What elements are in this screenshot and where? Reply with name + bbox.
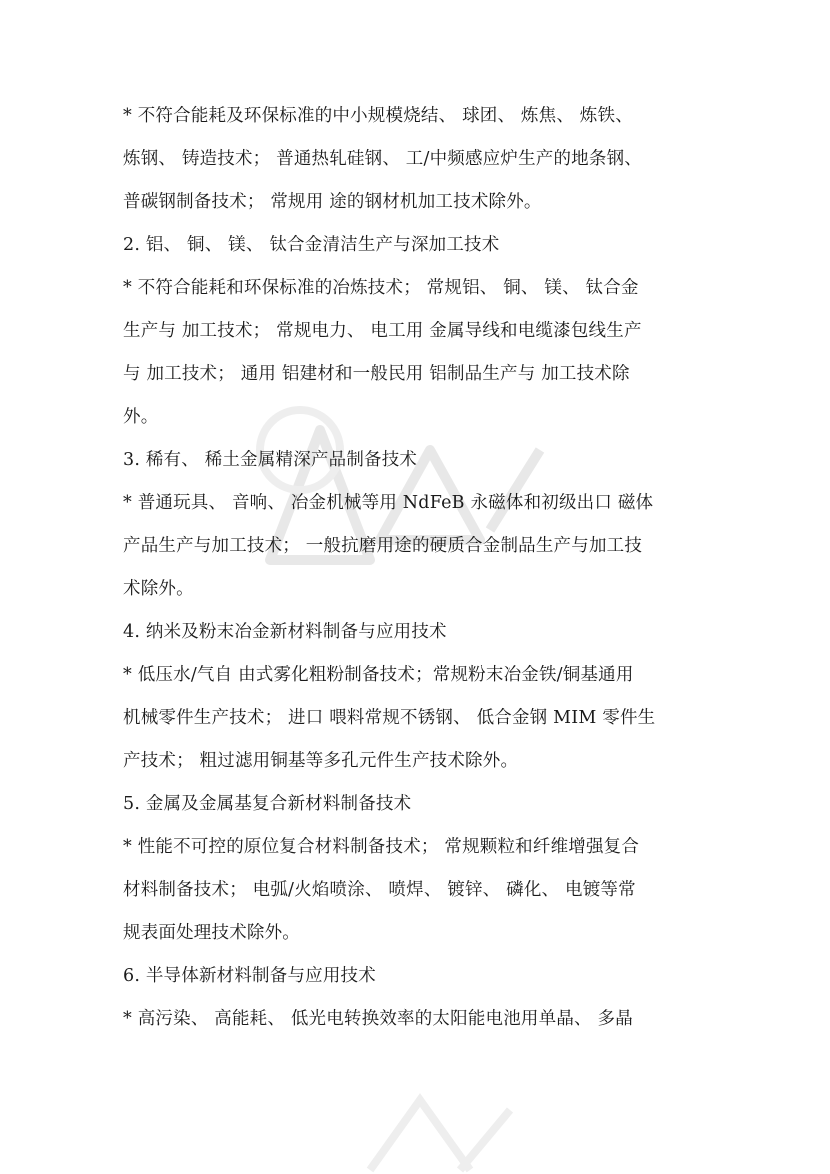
text-line: 与 加工技术； 通用 铝建材和一般民用 铝制品生产与 加工技术除 <box>123 364 630 384</box>
text-line: * 高污染、 高能耗、 低光电转换效率的太阳能电池用单晶、 多晶 <box>123 1009 633 1029</box>
text-line: 生产与 加工技术； 常规电力、 电工用 金属导线和电缆漆包线生产 <box>123 321 642 341</box>
text-line: 外。 <box>123 407 159 427</box>
text-line: * 普通玩具、 音响、 冶金机械等用 NdFeB 永磁体和初级出口 磁体 <box>123 493 654 513</box>
section-heading: 3. 稀有、 稀土金属精深产品制备技术 <box>123 450 418 470</box>
section-heading: 2. 铝、 铜、 镁、 钛合金清洁生产与深加工技术 <box>123 235 500 255</box>
text-line: 产品生产与加工技术； 一般抗磨用途的硬质合金制品生产与加工技 <box>123 536 643 556</box>
text-line: * 不符合能耗和环保标准的冶炼技术； 常规铝、 铜、 镁、 钛合金 <box>123 278 639 298</box>
text-line: 术除外。 <box>123 579 194 599</box>
section-heading: 5. 金属及金属基复合新材料制备技术 <box>123 794 412 814</box>
text-line: 材料制备技术； 电弧/火焰喷涂、 喷焊、 镀锌、 磷化、 电镀等常 <box>123 880 636 900</box>
text-line: 机械零件生产技术； 进口 喂料常规不锈钢、 低合金钢 MIM 零件生 <box>123 708 656 728</box>
text-line: * 性能不可控的原位复合材料制备技术； 常规颗粒和纤维增强复合 <box>123 837 640 857</box>
text-line: 规表面处理技术除外。 <box>123 923 300 943</box>
section-heading: 6. 半导体新材料制备与应用技术 <box>123 966 376 986</box>
text-line: 普碳钢制备技术； 常规用 途的钢材机加工技术除外。 <box>123 192 542 212</box>
section-heading: 4. 纳米及粉末冶金新材料制备与应用技术 <box>123 622 447 642</box>
text-line: * 低压水/气自 由式雾化粗粉制备技术；常规粉末冶金铁/铜基通用 <box>123 665 634 685</box>
text-line: 炼钢、 铸造技术； 普通热轧硅钢、 工/中频感应炉生产的地条钢、 <box>123 149 642 169</box>
text-line: 产技术； 粗过滤用铜基等多孔元件生产技术除外。 <box>123 751 519 771</box>
watermark-logo-bottom <box>350 1080 550 1174</box>
text-line: * 不符合能耗及环保标准的中小规模烧结、 球团、 炼焦、 炼铁、 <box>123 106 633 126</box>
document-body <box>123 104 713 1050</box>
